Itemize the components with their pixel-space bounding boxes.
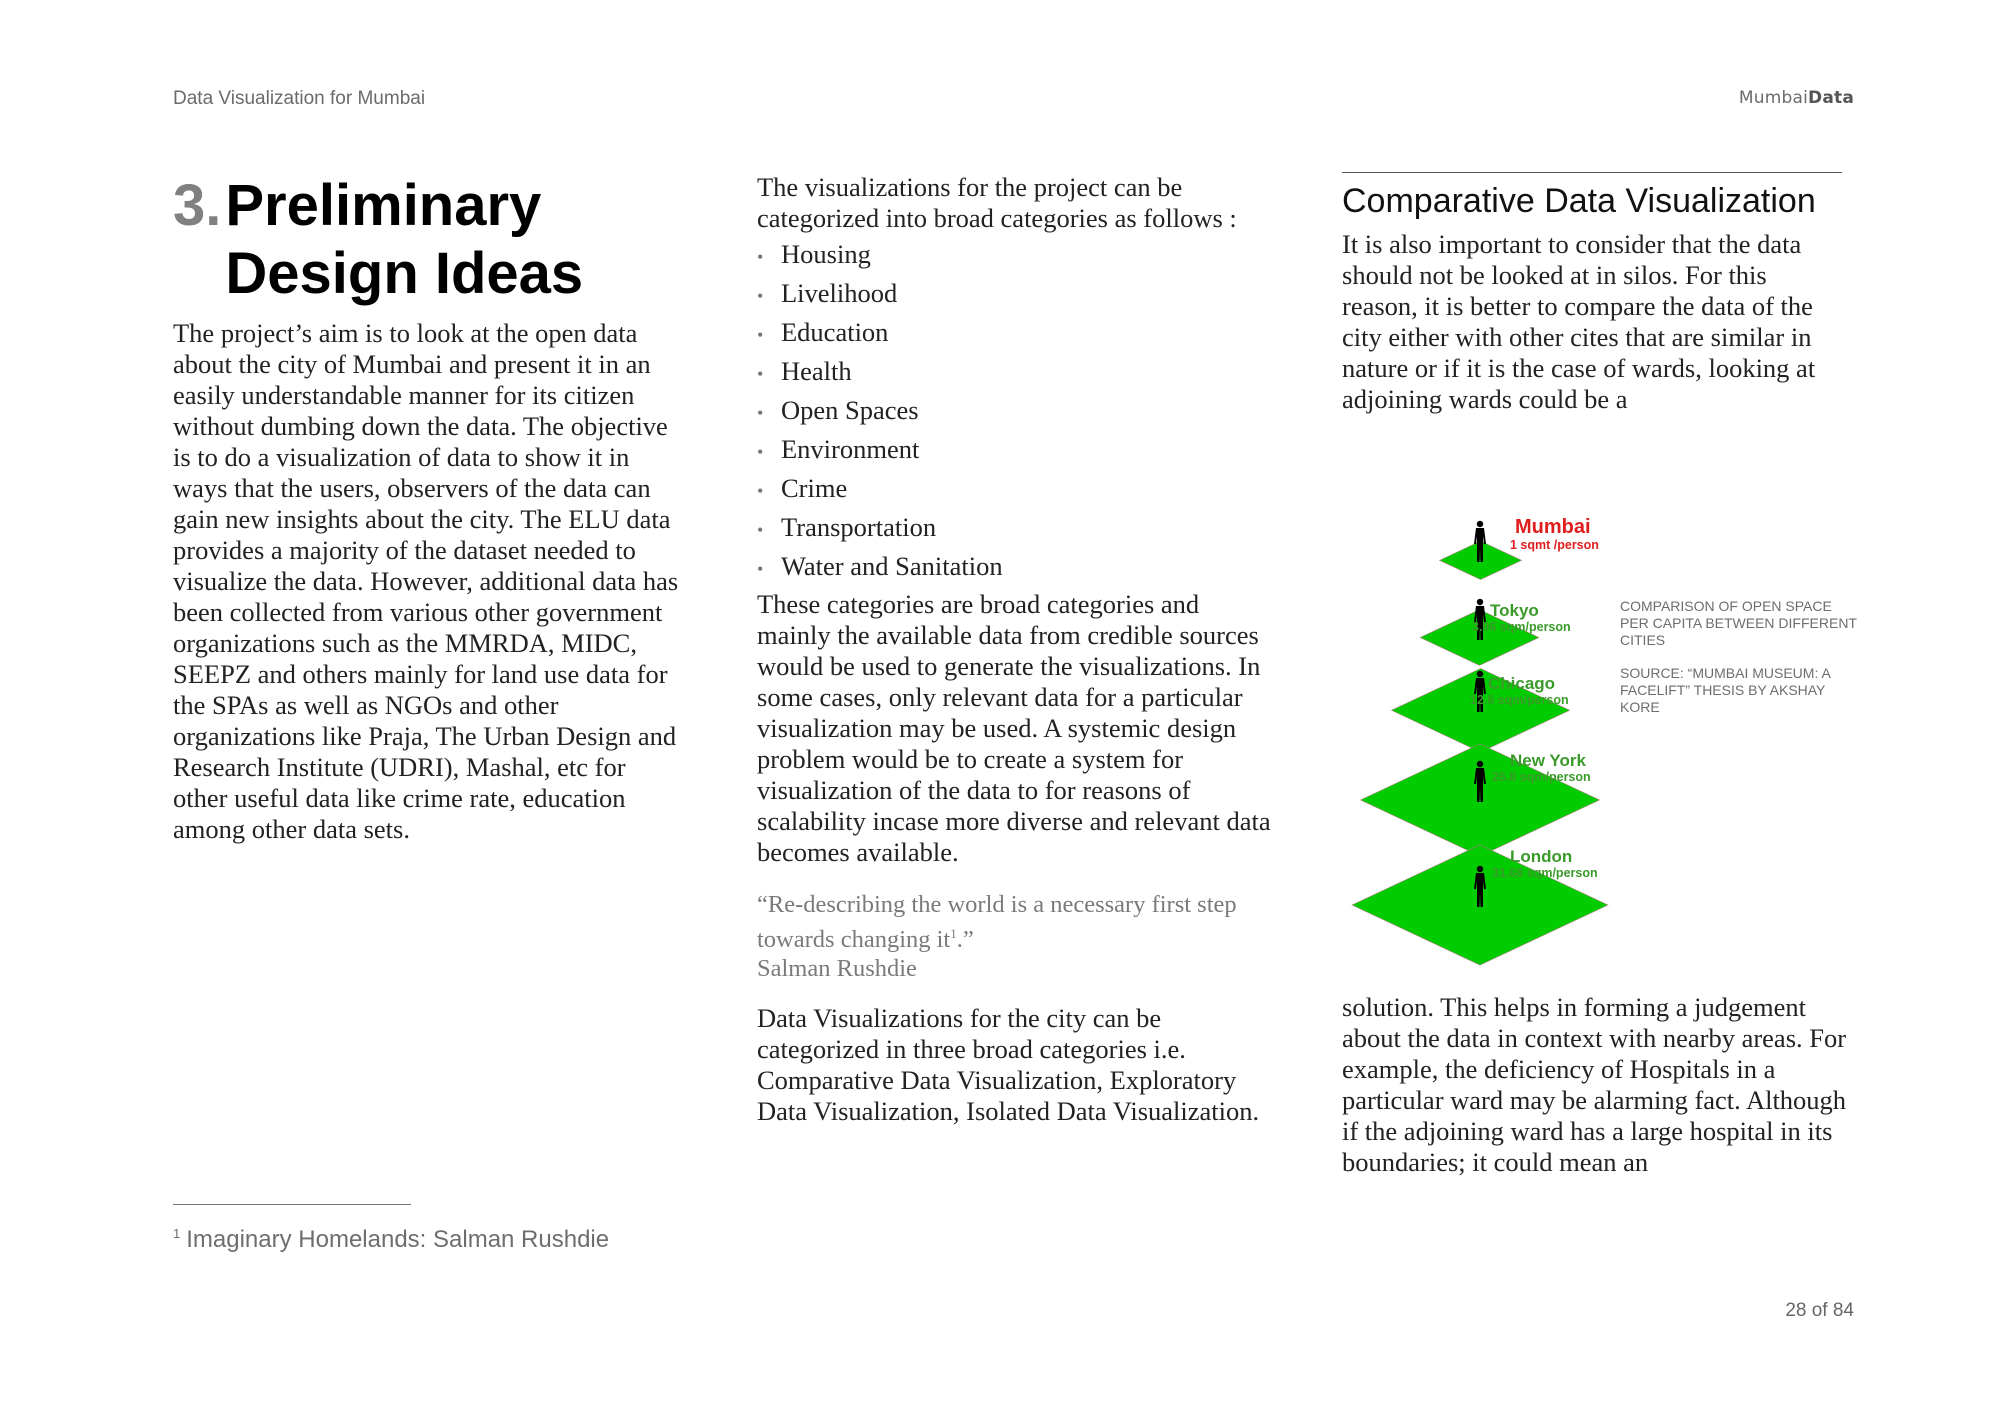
city-value: 12.6 sqm/person: [1470, 693, 1569, 707]
comparative-paragraph-1: It is also important to consider that the data should not be looked at in silos. For this reason, it is better to compare the data of the city either with other cites that are similar in nature or if it is the case of wards, looking at adjoining wards could be a: [1342, 229, 1816, 414]
city-value: 26.8 sqm/person: [1492, 770, 1591, 784]
category-label: Water and Sanitation: [781, 551, 1003, 581]
city-value: 31.68 sqm/person: [1492, 866, 1598, 880]
category-label: Livelihood: [781, 278, 898, 308]
quote-author: Salman Rushdie: [757, 955, 917, 983]
bullet-icon: •: [757, 559, 764, 579]
quote-close: .”: [956, 926, 974, 954]
caption-text: COMPARISON OF OPEN SPACE PER CAPITA BETWEEN DIFFERENT CITIES: [1620, 598, 1857, 648]
bullet-icon: •: [757, 286, 764, 306]
category-item: [757, 470, 1277, 509]
subsection-heading: Comparative Data Visualization: [1342, 182, 1816, 220]
city-value: 1 sqmt /person: [1510, 538, 1599, 552]
categories-intro: The visualizations for the project can be categorized into broad categories as follows :: [757, 172, 1237, 233]
category-item: [757, 392, 1277, 431]
category-item: [757, 275, 1277, 314]
category-label: Health: [781, 356, 852, 386]
footnote-number: 1: [173, 1226, 181, 1241]
category-item: [757, 353, 1277, 392]
caption-source: SOURCE: “MUMBAI MUSEUM: A FACELIFT” THESIS BY AKSHAY KORE: [1620, 665, 1831, 715]
bullet-icon: •: [757, 481, 764, 501]
footnote: [173, 1226, 609, 1254]
category-item: [757, 236, 1277, 275]
column-1: [173, 172, 683, 845]
column-3-continued: [1342, 992, 1862, 1178]
city-name: Mumbai: [1515, 516, 1591, 538]
footnote-ref[interactable]: 1: [950, 926, 957, 941]
pull-quote: [757, 890, 1277, 983]
comparative-paragraph-2: solution. This helps in forming a judgement about the data in context with nearby areas. For example, the deficiency of Hospitals in a particular ward may be alarming fact. Although if the adjoining ward has a large hospital in its boundaries; it could mean an: [1342, 992, 1847, 1177]
person-icon: [1472, 865, 1488, 909]
category-item: [757, 431, 1277, 470]
category-item: [757, 314, 1277, 353]
category-label: Education: [781, 317, 889, 347]
category-label: Crime: [781, 473, 848, 503]
category-list: [757, 236, 1277, 587]
category-item: [757, 509, 1277, 548]
brand-regular: Mumbai: [1738, 88, 1809, 108]
bullet-icon: •: [757, 364, 764, 384]
intro-paragraph: The project’s aim is to look at the open data about the city of Mumbai and present it in an easily understandable manner for its citizen without dumbing down the data. The objective is to do a visualization of data to show it in ways that the users, observers of the data can gain new insights about the city. The ELU data provides a majority of the dataset needed to visualize the data. However, additional data has been collected from various other government organizations such as the MMRDA, MIDC, SEEPZ and others mainly for land use data for the SPAs as well as NGOs and other organizations like Praja, The Urban Design and Research Institute (UDRI), Mashal, etc for other useful data like crime rate, education among other data sets.: [173, 318, 679, 844]
bullet-icon: •: [757, 247, 764, 267]
person-icon: [1472, 670, 1488, 714]
city-name: Tokyo: [1490, 601, 1539, 620]
categories-paragraph: These categories are broad categories and mainly the available data from credible sources would be used to generate the visualizations. In some cases, only relevant data for a particular visualization may be used. A systemic design problem would be to create a system for visualization of the data to for reasons of scalability incase more diverse and relevant data becomes available.: [757, 589, 1271, 867]
city-name: New York: [1510, 751, 1586, 770]
column-3: [1342, 172, 1842, 415]
brand-logo: [1739, 88, 1854, 108]
category-label: Transportation: [781, 512, 937, 542]
bullet-icon: •: [757, 403, 764, 423]
person-icon: [1472, 760, 1488, 804]
bullet-icon: •: [757, 442, 764, 462]
category-item: [757, 548, 1277, 587]
column-2: [757, 172, 1277, 1127]
person-icon: [1472, 520, 1488, 564]
section-title: [173, 172, 683, 308]
city-name: Chicago: [1488, 674, 1556, 693]
section-number: 3.: [173, 173, 222, 238]
city-name: London: [1510, 847, 1573, 866]
city-value: 3.96 sqm/person: [1472, 620, 1571, 634]
bullet-icon: •: [757, 325, 764, 345]
footnote-text: Imaginary Homelands: Salman Rushdie: [186, 1226, 610, 1253]
visualization-types-paragraph: Data Visualizations for the city can be categorized in three broad categories i.e. Comparative Data Visualization, Exploratory Data Visualization, Isolated Data Visualization.: [757, 1003, 1260, 1127]
footnote-divider: [173, 1204, 411, 1205]
page-number: 28 of 84: [1785, 1300, 1854, 1321]
infographic-caption: [1620, 598, 1860, 732]
brand-bold: Data: [1808, 88, 1854, 108]
category-label: Housing: [781, 239, 871, 269]
heading-rule: [1342, 172, 1842, 173]
bullet-icon: •: [757, 520, 764, 540]
section-title-text: Preliminary Design Ideas: [225, 173, 584, 306]
quote-text: “Re-describing the world is a necessary first step towards changing it: [757, 891, 1237, 954]
category-label: Open Spaces: [781, 395, 919, 425]
category-label: Environment: [781, 434, 920, 464]
document-title: Data Visualization for Mumbai: [173, 88, 426, 109]
